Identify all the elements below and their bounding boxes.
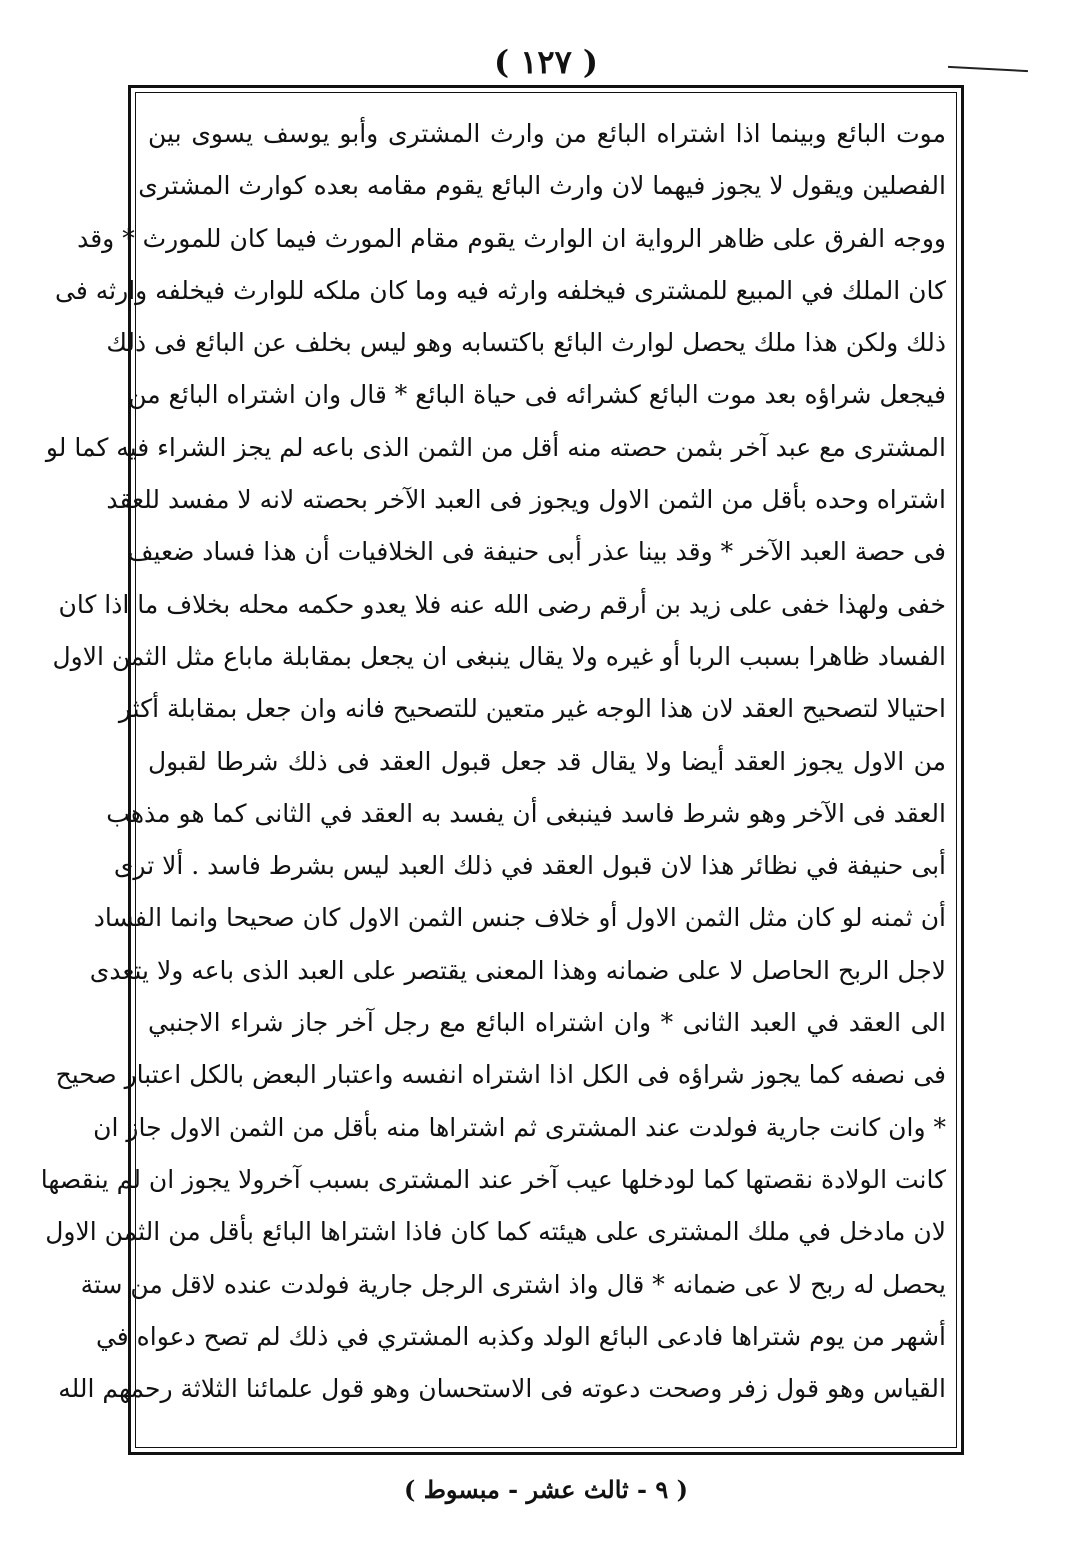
text-line: اشتراه وحده بأقل من الثمن الاول ويجوز فى العبد الآخر بحصته لانه لا مفسد للعقد: [106, 485, 946, 515]
footer-signature: ( ٩ - ثالث عشر - مبسوط ): [404, 1475, 688, 1504]
text-line: أن ثمنه لو كان مثل الثمن الاول أو خلاف جنس الثمن الاول كان صحيحا وانما الفساد: [93, 903, 946, 933]
text-line: موت البائع وبينما اذا اشتراه البائع من وارث المشترى وأبو يوسف يسوى بين: [148, 119, 946, 148]
text-line: فى حصة العبد الآخر * وقد بينا عذر أبى حنيفة فى الخلافيات أن هذا فساد ضعيف: [127, 537, 946, 567]
text-line: يحصل له ربح لا عى ضمانه * قال واذ اشترى الرجل جارية فولدت عنده لاقل من ستة: [80, 1269, 946, 1299]
text-line: كانت الولادة نقصتها كما لودخلها عيب آخر عند المشترى بسبب آخرولا يجوز ان لم ينقصها: [40, 1164, 946, 1194]
text-line: من الاول يجوز العقد أيضا ولا يقال قد جعل قبول العقد فى ذلك شرطا لقبول: [148, 746, 946, 776]
text-line: الى العقد في العبد الثانى * وان اشتراه البائع مع رجل آخر جاز شراء الاجنبي: [148, 1008, 946, 1038]
text-body: [40, 108, 946, 1440]
text-line: أبى حنيفة في نظائر هذا لان قبول العقد في ذلك العبد ليس بشرط فاسد . ألا ترى: [113, 851, 946, 881]
text-line: الفساد ظاهرا بسبب الربا أو غيره ولا يقال ينبغى ان يجعل بمقابلة ماباع مثل الثمن الاول: [52, 641, 946, 671]
text-line: لاجل الربح الحاصل لا على ضمانه وهذا المعنى يقتصر على العبد الذى باعه ولا يتعدى: [89, 955, 946, 985]
text-line: احتيالا لتصحيح العقد لان هذا الوجه غير متعين للتصحيح فانه وان جعل بمقابلة أكثر: [118, 694, 946, 724]
text-line: المشترى مع عبد آخر بثمن حصته منه أقل من الثمن الذى باعه لم يجز الشراء فيه كما لو: [45, 432, 946, 462]
text-line: العقد فى الآخر وهو شرط فاسد فينبغى أن يفسد به العقد في الثانى كما هو مذهب: [106, 798, 946, 828]
page-number: ( ١٢٧ ): [493, 43, 599, 81]
text-line: خفى ولهذا خفى على زيد بن أرقم رضى الله عنه فلا يعدو حكمه محله بخلاف ما اذا كان: [58, 589, 946, 619]
text-line: الفصلين ويقول لا يجوز فيهما لان وارث البائع يقوم مقامه بعده كوارث المشترى: [138, 171, 946, 201]
text-line: أشهر من يوم شتراها فادعى البائع الولد وكذبه المشتري في ذلك لم تصح دعواه في: [95, 1321, 946, 1351]
text-line: لان مادخل في ملك المشترى على هيئته كما كان فاذا اشتراها البائع بأقل من الثمن الاول: [45, 1217, 946, 1247]
text-line: ذلك ولكن هذا ملك يحصل لوارث البائع باكتسابه وهو ليس بخلف عن البائع فى ذلك: [106, 328, 946, 358]
text-line: * وان كانت جارية فولدت عند المشترى ثم اشتراها منه بأقل من الثمن الاول جاز ان: [93, 1112, 946, 1142]
text-line: فيجعل شراؤه بعد موت البائع كشرائه فى حياة البائع * قال وان اشتراه البائع من: [128, 380, 946, 410]
text-line: فى نصفه كما يجوز شراؤه فى الكل اذا اشتراه انفسه واعتبار البعض بالكل اعتبار صحيح: [55, 1060, 946, 1090]
text-line: ووجه الفرق على ظاهر الرواية ان الوارث يقوم مقام المورث فيما كان للمورث * وقد: [77, 223, 946, 253]
text-line: كان الملك في المبيع للمشترى فيخلفه وارثه فيه وما كان ملكه للوارث فيخلفه وارثه فى: [55, 275, 946, 305]
text-line: القياس وهو قول زفر وصحت دعوته فى الاستحسان وهو قول علمائنا الثلاثة رحمهم الله: [58, 1374, 946, 1404]
